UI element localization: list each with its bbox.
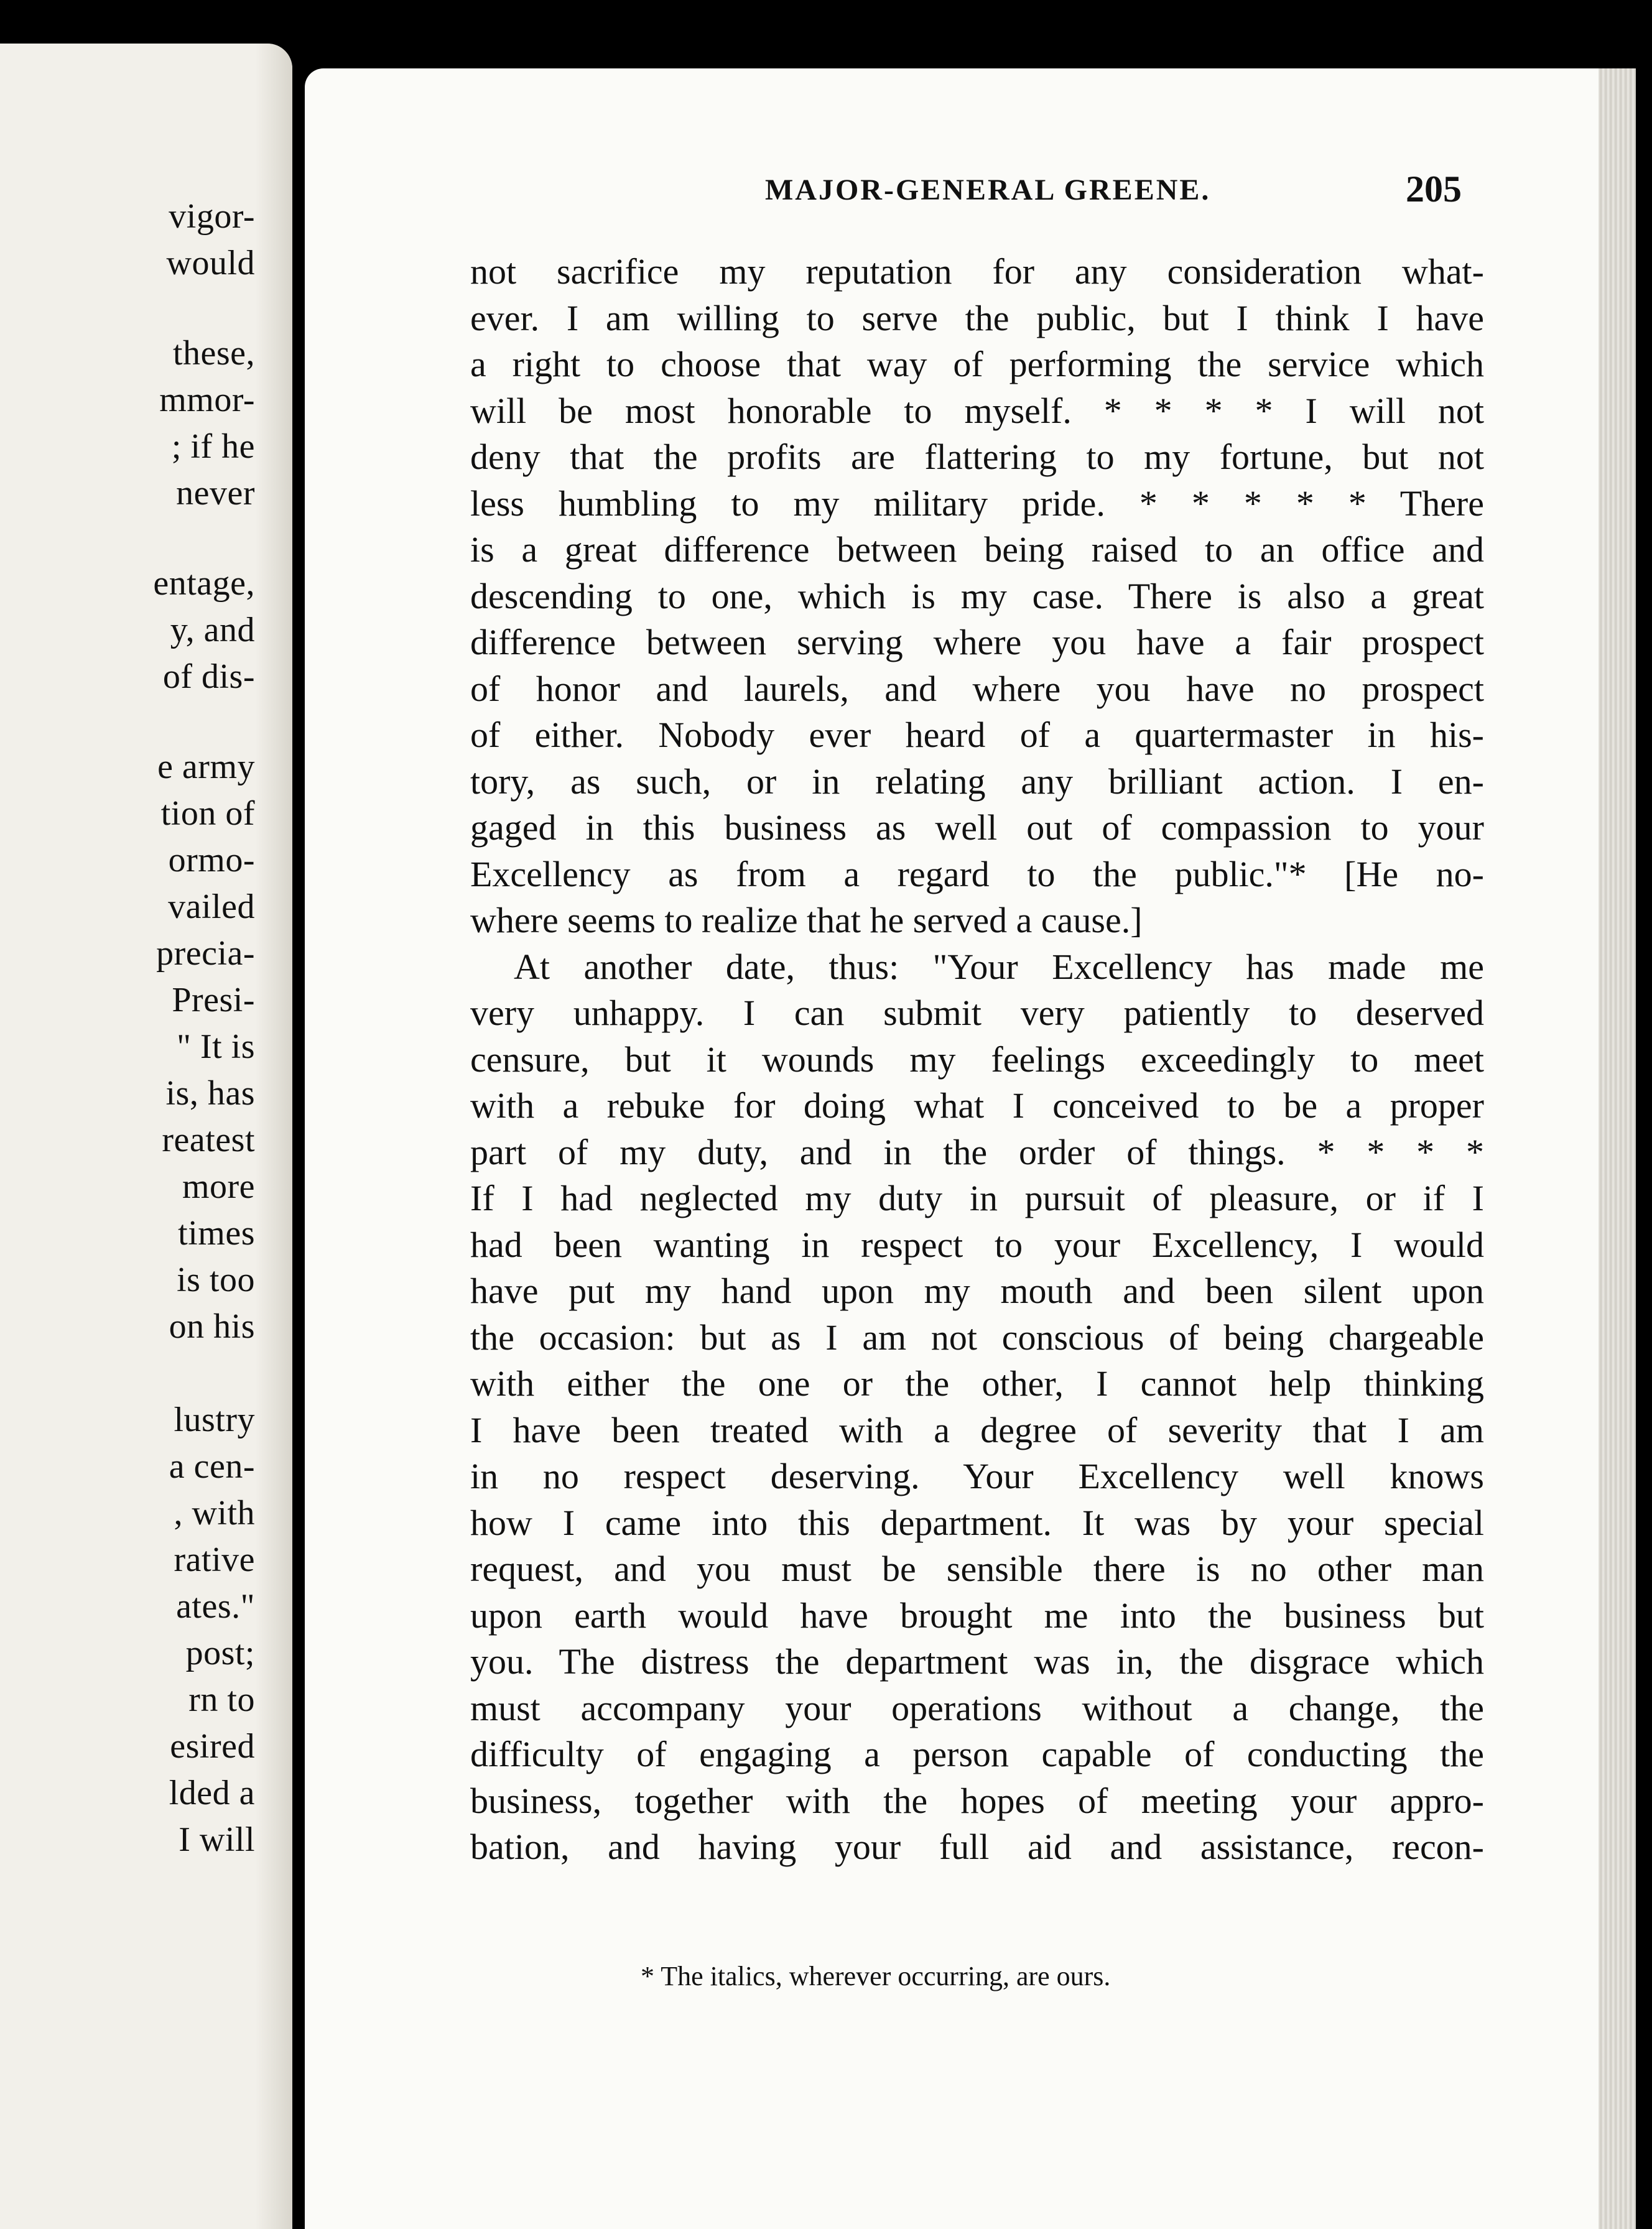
body-text xyxy=(470,249,1484,1871)
text-line: Excellency as from a regard to the public."* [He no- xyxy=(470,853,1484,894)
left-page-fragment: more xyxy=(182,1167,255,1206)
text-line: you. The distress the department was in, the disgrace which xyxy=(470,1641,1484,1682)
left-page-fragment: Presi- xyxy=(172,981,255,1019)
left-page-fragment: a cen- xyxy=(169,1447,255,1486)
text-line: ever. I am willing to serve the public, but I think I have xyxy=(470,297,1484,338)
left-page-fragment: rn to xyxy=(188,1680,255,1719)
left-page-fragment: vailed xyxy=(168,887,255,926)
text-line: with either the one or the other, I cannot help thinking xyxy=(470,1363,1484,1404)
text-line: deny that the profits are flattering to my fortune, but not xyxy=(470,437,1484,477)
right-page xyxy=(305,68,1636,2229)
running-head: MAJOR-GENERAL GREENE. xyxy=(765,174,1211,206)
text-line: business, together with the hopes of meeting your appro- xyxy=(470,1780,1484,1821)
footnote: * The italics, wherever occurring, are ours. xyxy=(641,1961,1111,1991)
text-line: I have been treated with a degree of severity that I am xyxy=(470,1409,1484,1450)
text-line: a right to choose that way of performing the service which xyxy=(470,344,1484,384)
text-line: have put my hand upon my mouth and been silent upon xyxy=(470,1271,1484,1311)
text-line: request, and you must be sensible there is no other man xyxy=(470,1549,1484,1589)
left-page-fragment: " It is xyxy=(177,1027,255,1066)
left-page-fragment: is too xyxy=(177,1261,255,1299)
left-page-fragment: vigor- xyxy=(169,197,255,236)
left-page-fragment: tion of xyxy=(160,794,255,833)
text-line: how I came into this department. It was by your special xyxy=(470,1502,1484,1543)
text-line: part of my duty, and in the order of things. * * * * xyxy=(470,1131,1484,1172)
text-line: the occasion: but as I am not conscious of being chargeable xyxy=(470,1317,1484,1358)
left-page-fragment: ates." xyxy=(176,1587,255,1626)
text-line: where seems to realize that he served a cause.] xyxy=(470,900,1143,940)
left-page-fragment: I will xyxy=(179,1820,255,1859)
text-line: must accompany your operations without a change, the xyxy=(470,1687,1484,1728)
left-page-fragment: , with xyxy=(174,1494,255,1532)
left-page-fragment: mmor- xyxy=(159,381,255,419)
text-line: censure, but it wounds my feelings exceedingly to meet xyxy=(470,1039,1484,1080)
left-page-fragment: lded a xyxy=(169,1774,255,1812)
text-line: difficulty of engaging a person capable of conducting the xyxy=(470,1734,1484,1774)
left-page-fragment: lustry xyxy=(174,1401,255,1439)
left-page-fragment: reatest xyxy=(162,1121,255,1159)
text-line: of either. Nobody ever heard of a quartermaster in his- xyxy=(470,715,1484,755)
left-page-fragment: ; if he xyxy=(171,427,255,466)
left-page-fragment: entage, xyxy=(153,564,255,603)
left-page-fragment: precia- xyxy=(156,934,255,973)
left-page-fragment: on his xyxy=(169,1307,255,1346)
left-page-fragment: esired xyxy=(170,1727,255,1766)
left-page-fragment: never xyxy=(176,474,255,512)
left-page-fragment: times xyxy=(178,1214,255,1253)
text-line: had been wanting in respect to your Excellency, I would xyxy=(470,1224,1484,1265)
text-line: tory, as such, or in relating any brilliant action. I en- xyxy=(470,761,1484,802)
left-page-fragment: these, xyxy=(172,334,255,373)
text-line: less humbling to my military pride. * * * * * There xyxy=(470,483,1484,524)
left-page-fragment: is, has xyxy=(165,1074,255,1113)
text-line: in no respect deserving. Your Excellency well knows xyxy=(470,1456,1484,1496)
left-page-fragment: post; xyxy=(185,1634,255,1672)
text-line: will be most honorable to myself. * * * * I will not xyxy=(470,390,1484,431)
text-line: not sacrifice my reputation for any consideration what- xyxy=(470,251,1484,292)
left-page-gutter xyxy=(255,44,292,2229)
page-number: 205 xyxy=(1406,169,1462,210)
text-line: upon earth would have brought me into the business but xyxy=(470,1595,1484,1636)
page-edge xyxy=(1599,68,1636,2229)
left-page-fragment: ormo- xyxy=(168,841,255,879)
text-line: If I had neglected my duty in pursuit of pleasure, or if I xyxy=(470,1178,1484,1218)
text-line: of honor and laurels, and where you have no prospect xyxy=(470,668,1484,709)
text-line: At another date, thus: "Your Excellency has made me xyxy=(514,946,1484,987)
text-line: gaged in this business as well out of compassion to your xyxy=(470,807,1484,848)
left-page xyxy=(0,44,292,2229)
text-line: difference between serving where you have a fair prospect xyxy=(470,622,1484,662)
text-line: is a great difference between being raised to an office and xyxy=(470,529,1484,570)
left-page-fragment: y, and xyxy=(170,611,255,649)
text-line: bation, and having your full aid and assistance, recon- xyxy=(470,1827,1484,1867)
left-page-fragment: rative xyxy=(174,1541,255,1579)
text-line: with a rebuke for doing what I conceived to be a proper xyxy=(470,1085,1484,1126)
text-line: descending to one, which is my case. There is also a great xyxy=(470,575,1484,616)
text-line: very unhappy. I can submit very patiently to deserved xyxy=(470,993,1484,1033)
left-page-fragment: would xyxy=(166,244,255,282)
left-page-fragment: e army xyxy=(157,748,255,786)
left-page-fragment: of dis- xyxy=(162,657,255,696)
